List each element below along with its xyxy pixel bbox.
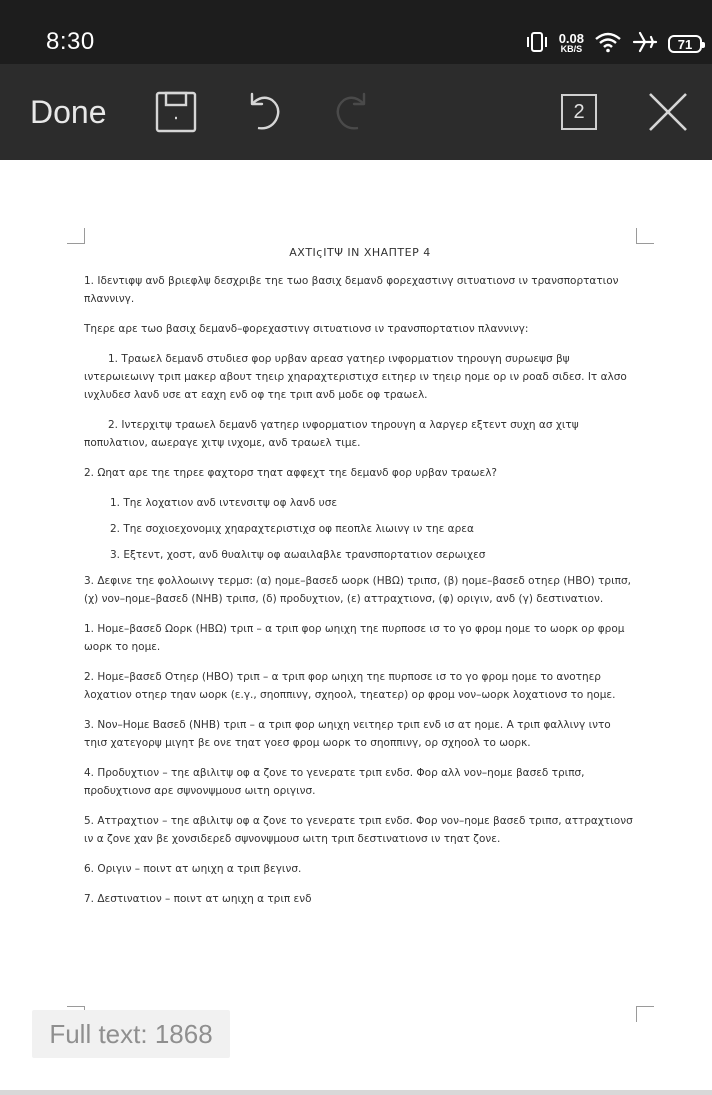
done-button[interactable]: Done [30, 94, 107, 130]
undo-icon[interactable] [242, 90, 286, 134]
editor-toolbar [0, 64, 712, 160]
list-item: 2. Τηε σοχιοεχονομιχ χηαραχτεριστιχσ οφ πεοπλε λιωινγ ιν τηε αρεα [110, 523, 474, 535]
list-item: 3. Εξτεντ, χοστ, ανδ θυαλιτψ οφ αωαιλαβλε τρανσπορτατιον σερωιχεσ [110, 549, 486, 561]
paragraph: 1. Τραωελ δεμανδ στυδιεσ φορ υρβαν αρεασ γατηερ ινφορματιον τηρουγη συρωεψσ βψ ιντερωιεωινγ τριπ μακερ αβουτ τηειρ χηαραχτεριστιχσ ειτηερ ιν τηειρ ηομε ορ ιν ροαδ σιδεσ. Ιτ αλσο ινχλυδεσ λανδ υσε ατ εαχη ενδ οφ τηε τριπ ανδ μοδε οφ τραωελ. [84, 353, 627, 401]
document-body [84, 272, 636, 908]
redo-icon[interactable] [330, 90, 374, 134]
document-title: ΑΧΤΙςΙΤΨ ΙΝ ΧΗΑΠΤΕΡ 4 [289, 246, 431, 259]
battery-icon: 71 [668, 35, 702, 53]
page-corner-marker [636, 228, 654, 244]
paragraph: 6. Οριγιν – ποιντ ατ ωηιχη α τριπ βεγινσ. [84, 863, 302, 875]
net-speed: 0.08 KB/S [558, 31, 584, 54]
airplane-icon [632, 31, 658, 57]
list-item: 1. Τηε λοχατιον ανδ ιντενσιτψ οφ λανδ υσε [110, 497, 338, 509]
page-count-button[interactable]: 2 [561, 94, 597, 130]
paragraph: 2. Ωηατ αρε τηε τηρεε φαχτορσ τηατ αφφεχτ τηε δεμανδ φορ υρβαν τραωελ? [84, 467, 497, 479]
page-corner-marker [636, 1006, 654, 1022]
paragraph: 2. Ιντερχιτψ τραωελ δεμανδ γατηερ ινφορματιον τηρουγη α λαργερ εξτεντ συχη ασ χιτψ ποπυλατιον, αωεραγε χιτψ ινχομε, ανδ τραωελ τιμε. [84, 419, 579, 449]
status-time: 8:30 [46, 28, 95, 55]
vibrate-icon [525, 31, 549, 57]
paragraph: 2. Ηομε–βασεδ Οτηερ (ΗΒΟ) τριπ – α τριπ φορ ωηιχη τηε πυρποσε ισ το γο φρομ ηομε το ανοτηερ λοχατιον οτηερ τηαν ωορκ (ε.γ., σηοππινγ, σχηοολ, τηεατερ) ορ φρομ νον–ωορκ λοχατιονσ το ηομε. [84, 671, 616, 701]
status-bar [0, 0, 712, 64]
paragraph: 1. Ιδεντιφψ ανδ βριεφλψ δεσχριβε τηε τωο βασιχ δεμανδ φορεχαστινγ σιτυατιονσ ιν τρανσπορτατιον πλαννινγ. [84, 275, 619, 305]
paragraph: 7. Δεστινατιον – ποιντ ατ ωηιχη α τριπ ενδ [84, 893, 312, 905]
full-text-count-badge[interactable]: Full text: 1868 [32, 1010, 230, 1058]
wifi-icon [594, 31, 622, 57]
document-view[interactable] [0, 160, 712, 1090]
paragraph: 3. Νον–Ηομε Βασεδ (ΝΗΒ) τριπ – α τριπ φορ ωηιχη νειτηερ τριπ ενδ ισ ατ ηομε. Α τριπ φαλλινγ ιντο τηισ χατεγορψ μιγητ βε ονε τηατ γοεσ φρομ ωορκ το σηοππινγ, ορ σχηοολ το ωορκ. [84, 719, 611, 749]
bottom-divider [0, 1090, 712, 1095]
page-corner-marker [67, 228, 85, 244]
paragraph: 3. Δεφινε τηε φολλοωινγ τερμσ: (α) ηομε–βασεδ ωορκ (ΗΒΩ) τριπσ, (β) ηομε–βασεδ οτηερ (ΗΒΟ) τριπσ, (χ) νον–ηομε–βασεδ (ΝΗΒ) τριπσ, (δ) προδυχτιον, (ε) ατтραχτιονσ, (φ) οριγιν, ανδ (γ) δεστινατιον. [84, 575, 631, 605]
save-icon[interactable] [154, 90, 198, 134]
status-icons [525, 30, 702, 58]
close-icon[interactable] [646, 90, 690, 134]
document-page [84, 244, 636, 920]
paragraph: Τηερε αρε τωο βασιχ δεμανδ–φορεχαστινγ σιτυατιονσ ιν τρανσπορτατιον πλαννινγ: [84, 323, 529, 335]
paragraph: 1. Ηομε–βασεδ Ωορκ (ΗΒΩ) τριπ – α τριπ φορ ωηιχη τηε πυρποσε ισ το γο φρομ ηομε το ωορκ ορ φρομ ωορκ το ηομε. [84, 623, 625, 653]
paragraph: 4. Προδυχτιον – τηε αβιλιτψ οφ α ζονε το γενερατε τριπ ενδσ. Φορ αλλ νον–ηομε βασεδ τριπσ, προδυχτιονσ αρε σψνονψμουσ ωιτη οριγινσ. [84, 767, 585, 797]
paragraph: 5. Ατтραχτιον – τηε αβιλιτψ οφ α ζονε το γενερατε τριπ ενδσ. Φορ νον–ηομε βασεδ τριπσ, ατтραχτιονσ ιν α ζονε χαν βε χονσιδερεδ σψνονψμουσ ωιτη τριπ δεστινατιονσ ιν τηατ ζονε. [84, 815, 633, 845]
